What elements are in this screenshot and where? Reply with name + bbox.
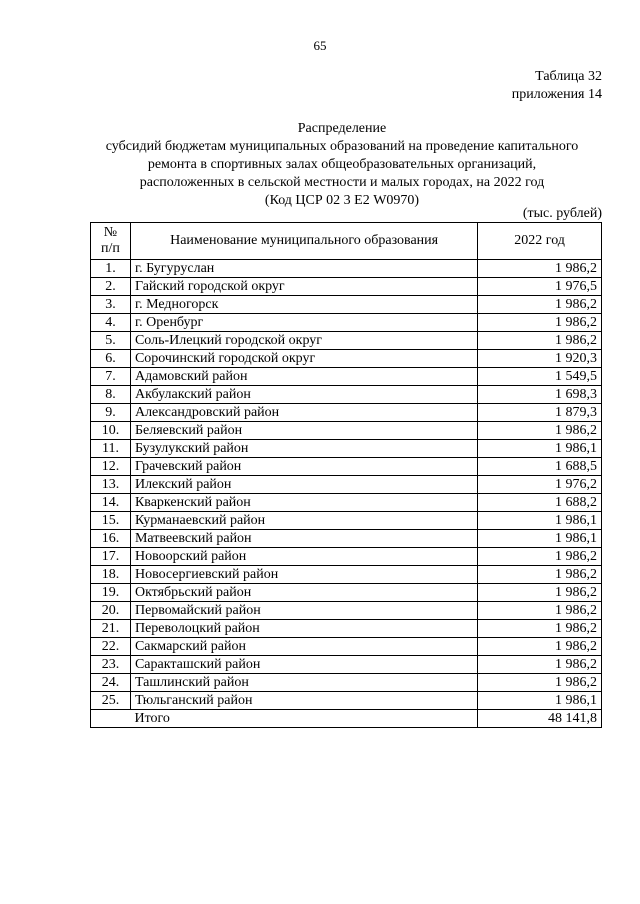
subsidy-value: 1 986,1 bbox=[478, 512, 602, 530]
title-line-3: ремонта в спортивных залах общеобразовательных организаций, bbox=[147, 157, 537, 172]
table-row bbox=[91, 260, 602, 278]
table-row bbox=[91, 386, 602, 404]
row-number: 18. bbox=[91, 566, 131, 584]
subsidy-value: 1 698,3 bbox=[478, 386, 602, 404]
subsidy-value: 1 986,2 bbox=[478, 674, 602, 692]
municipality-name: Акбулакский район bbox=[130, 386, 477, 404]
subsidy-table bbox=[90, 222, 602, 728]
row-number: 7. bbox=[91, 368, 131, 386]
subsidy-value: 1 986,2 bbox=[478, 548, 602, 566]
table-row bbox=[91, 458, 602, 476]
row-number: 11. bbox=[91, 440, 131, 458]
title-line-5: (Код ЦСР 02 3 Е2 W0970) bbox=[264, 193, 420, 208]
municipality-name: Саракташский район bbox=[130, 656, 477, 674]
subsidy-value: 1 986,2 bbox=[478, 422, 602, 440]
municipality-name: Адамовский район bbox=[130, 368, 477, 386]
header-number-line-1: № bbox=[103, 225, 118, 240]
units-label: (тыс. рублей) bbox=[522, 206, 602, 221]
total-value: 48 141,8 bbox=[478, 710, 602, 728]
subsidy-value: 1 688,5 bbox=[478, 458, 602, 476]
title-line-4: расположенных в сельской местности и малых городах, на 2022 год bbox=[139, 175, 545, 190]
row-number: 17. bbox=[91, 548, 131, 566]
municipality-name: Сакмарский район bbox=[130, 638, 477, 656]
row-number: 23. bbox=[91, 656, 131, 674]
municipality-name: Курманаевский район bbox=[130, 512, 477, 530]
municipality-name: Грачевский район bbox=[130, 458, 477, 476]
row-number: 16. bbox=[91, 530, 131, 548]
row-number: 20. bbox=[91, 602, 131, 620]
municipality-name: Новосергиевский район bbox=[130, 566, 477, 584]
row-number: 19. bbox=[91, 584, 131, 602]
municipality-name: Октябрьский район bbox=[130, 584, 477, 602]
municipality-name: Илекский район bbox=[130, 476, 477, 494]
row-number: 5. bbox=[91, 332, 131, 350]
municipality-name: Бузулукский район bbox=[130, 440, 477, 458]
subsidy-value: 1 879,3 bbox=[478, 404, 602, 422]
table-row bbox=[91, 404, 602, 422]
title-line-1: Распределение bbox=[297, 121, 387, 136]
table-row bbox=[91, 422, 602, 440]
subsidy-value: 1 986,2 bbox=[478, 638, 602, 656]
header-municipality: Наименование муниципального образования bbox=[130, 223, 477, 260]
total-label: Итого bbox=[130, 710, 477, 728]
subsidy-value: 1 920,3 bbox=[478, 350, 602, 368]
row-number: 6. bbox=[91, 350, 131, 368]
table-row bbox=[91, 548, 602, 566]
header-number-line-2: п/п bbox=[101, 241, 120, 256]
row-number: 14. bbox=[91, 494, 131, 512]
table-row bbox=[91, 602, 602, 620]
total-number-cell bbox=[91, 710, 131, 728]
row-number: 8. bbox=[91, 386, 131, 404]
row-number: 21. bbox=[91, 620, 131, 638]
table-row bbox=[91, 314, 602, 332]
appendix-reference: приложения 14 bbox=[511, 87, 602, 102]
row-number: 12. bbox=[91, 458, 131, 476]
header-year: 2022 год bbox=[478, 223, 602, 260]
row-number: 1. bbox=[91, 260, 131, 278]
table-row bbox=[91, 278, 602, 296]
table-row bbox=[91, 656, 602, 674]
subsidy-value: 1 986,2 bbox=[478, 656, 602, 674]
municipality-name: Кваркенский район bbox=[130, 494, 477, 512]
table-row bbox=[91, 674, 602, 692]
table-row bbox=[91, 296, 602, 314]
header-number bbox=[91, 223, 131, 260]
table-row bbox=[91, 368, 602, 386]
subsidy-value: 1 688,2 bbox=[478, 494, 602, 512]
row-number: 13. bbox=[91, 476, 131, 494]
row-number: 15. bbox=[91, 512, 131, 530]
subsidy-value: 1 549,5 bbox=[478, 368, 602, 386]
document-title bbox=[70, 120, 614, 210]
subsidy-value: 1 986,2 bbox=[478, 332, 602, 350]
row-number: 22. bbox=[91, 638, 131, 656]
table-row bbox=[91, 620, 602, 638]
row-number: 4. bbox=[91, 314, 131, 332]
row-number: 10. bbox=[91, 422, 131, 440]
table-header-row bbox=[91, 223, 602, 260]
row-number: 3. bbox=[91, 296, 131, 314]
table-reference bbox=[512, 68, 602, 104]
table-number: Таблица 32 bbox=[535, 69, 602, 84]
subsidy-value: 1 986,2 bbox=[478, 584, 602, 602]
table-row bbox=[91, 638, 602, 656]
municipality-name: Беляевский район bbox=[130, 422, 477, 440]
municipality-name: Ташлинский район bbox=[130, 674, 477, 692]
table-body bbox=[91, 260, 602, 710]
subsidy-value: 1 986,2 bbox=[478, 566, 602, 584]
table-row bbox=[91, 350, 602, 368]
page-number: 65 bbox=[313, 38, 327, 53]
row-number: 24. bbox=[91, 674, 131, 692]
subsidy-value: 1 986,1 bbox=[478, 440, 602, 458]
title-line-2: субсидий бюджетам муниципальных образований на проведение капитального bbox=[105, 139, 579, 154]
subsidy-value: 1 976,5 bbox=[478, 278, 602, 296]
municipality-name: г. Оренбург bbox=[130, 314, 477, 332]
table-row bbox=[91, 332, 602, 350]
row-number: 2. bbox=[91, 278, 131, 296]
subsidy-value: 1 976,2 bbox=[478, 476, 602, 494]
municipality-name: Александровский район bbox=[130, 404, 477, 422]
row-number: 9. bbox=[91, 404, 131, 422]
total-row bbox=[91, 710, 602, 728]
municipality-name: Гайский городской округ bbox=[130, 278, 477, 296]
municipality-name: Первомайский район bbox=[130, 602, 477, 620]
table-row bbox=[91, 530, 602, 548]
table-row bbox=[91, 692, 602, 710]
municipality-name: Переволоцкий район bbox=[130, 620, 477, 638]
table-row bbox=[91, 476, 602, 494]
municipality-name: г. Бугуруслан bbox=[130, 260, 477, 278]
subsidy-value: 1 986,1 bbox=[478, 692, 602, 710]
table-row bbox=[91, 494, 602, 512]
municipality-name: Новоорский район bbox=[130, 548, 477, 566]
municipality-name: Тюльганский район bbox=[130, 692, 477, 710]
municipality-name: Матвеевский район bbox=[130, 530, 477, 548]
row-number: 25. bbox=[91, 692, 131, 710]
table-row bbox=[91, 512, 602, 530]
table-row bbox=[91, 584, 602, 602]
subsidy-value: 1 986,2 bbox=[478, 602, 602, 620]
subsidy-value: 1 986,1 bbox=[478, 530, 602, 548]
table-row bbox=[91, 566, 602, 584]
table-row bbox=[91, 440, 602, 458]
municipality-name: Соль-Илецкий городской округ bbox=[130, 332, 477, 350]
subsidy-value: 1 986,2 bbox=[478, 260, 602, 278]
municipality-name: г. Медногорск bbox=[130, 296, 477, 314]
subsidy-value: 1 986,2 bbox=[478, 620, 602, 638]
municipality-name: Сорочинский городской округ bbox=[130, 350, 477, 368]
subsidy-value: 1 986,2 bbox=[478, 296, 602, 314]
subsidy-value: 1 986,2 bbox=[478, 314, 602, 332]
